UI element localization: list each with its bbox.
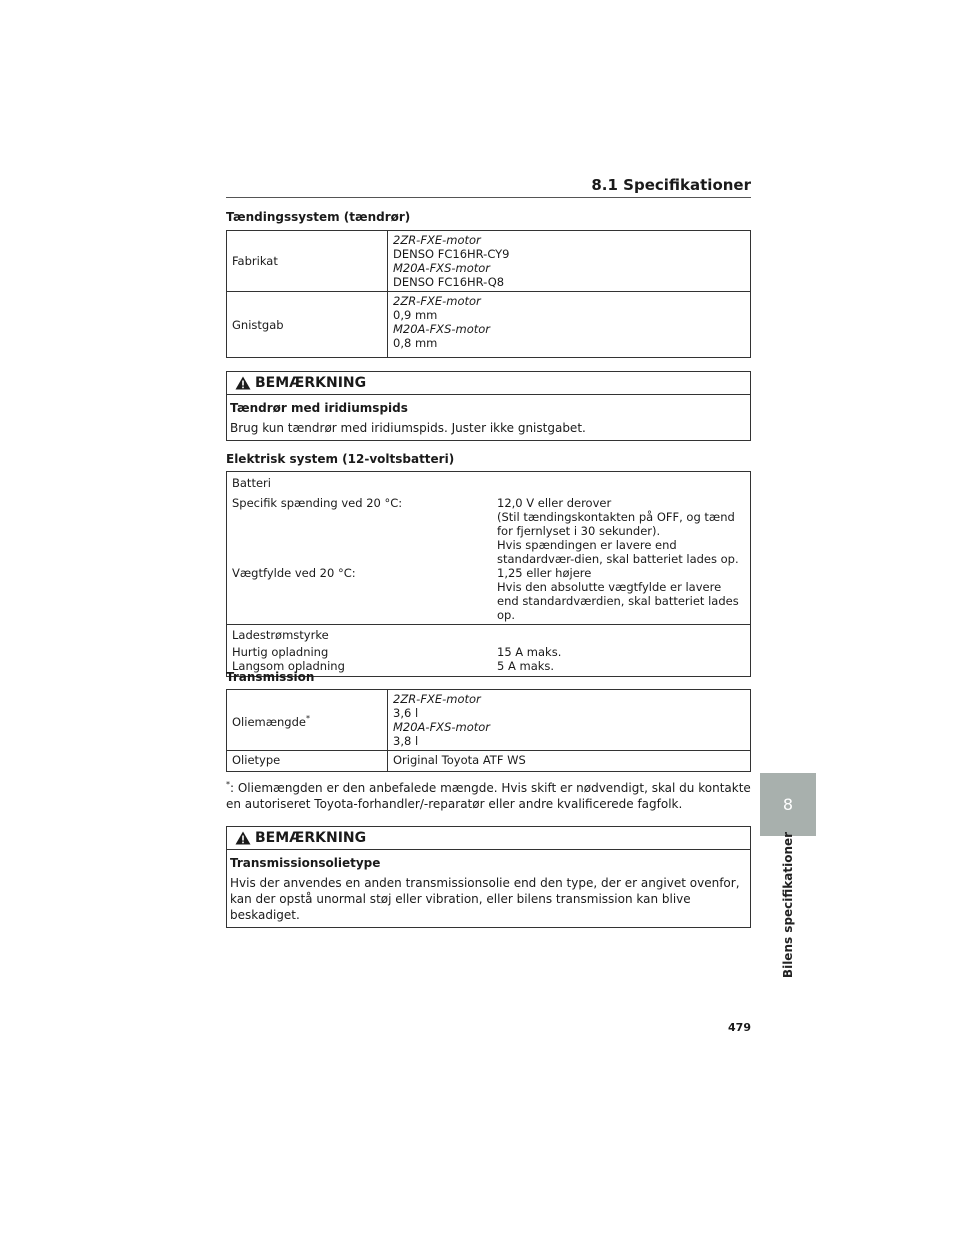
page-number: 479 <box>728 1021 751 1034</box>
value-line: M20A-FXS-motor <box>393 261 491 275</box>
notice-subtitle: Tændrør med iridiumspids <box>230 401 408 415</box>
transmission-table <box>226 689 751 772</box>
value-line: DENSO FC16HR-CY9 <box>393 247 510 261</box>
transmission-title: Transmission <box>226 670 315 684</box>
table-row <box>227 690 751 751</box>
value-line: 3,8 l <box>393 734 419 748</box>
voltage-label: Specifik spænding ved 20 °C: <box>232 496 403 510</box>
gravity-value: 1,25 eller højere <box>497 566 592 580</box>
notice-subtitle: Transmissionsolietype <box>230 856 381 870</box>
footnote-text: : Oliemængden er den anbefalede mængde. Hvis skift er nødvendigt, skal du kontakte en autoriseret Toyota-forhandler/-reparatør eller andre kvalificerede fagfolk. <box>226 781 751 811</box>
notice-header <box>227 827 750 850</box>
spec-label: Olietype <box>227 751 388 772</box>
footnote-mark: * <box>226 780 230 789</box>
slow-value: 5 A maks. <box>497 659 555 673</box>
table-row <box>227 472 751 625</box>
warning-icon <box>235 376 251 390</box>
gravity-note: Hvis den absolutte vægtfylde er lavere end standardværdien, skal batteriet lades op. <box>497 580 739 622</box>
notice-box <box>226 371 751 441</box>
voltage-value: 12,0 V eller derover <box>497 496 612 510</box>
spec-value <box>388 690 751 751</box>
ignition-title: Tændingssystem (tændrør) <box>226 210 411 224</box>
ignition-table <box>226 230 751 358</box>
spec-label: Fabrikat <box>227 231 388 292</box>
gravity-label: Vægtfylde ved 20 °C: <box>232 566 356 580</box>
value-line: 2ZR-FXE-motor <box>393 294 481 308</box>
value-line: 0,8 mm <box>393 336 438 350</box>
notice-header <box>227 372 750 395</box>
voltage-note: (Stil tændingskontakten på OFF, og tænd for fjernlyset i 30 sekunder). <box>497 510 735 538</box>
spec-label: Gnistgab <box>227 292 388 358</box>
slow-label: Langsom opladning <box>232 659 345 673</box>
electrical-table <box>226 471 751 677</box>
footnote <box>226 777 751 812</box>
value-line: 3,6 l <box>393 706 419 720</box>
table-row <box>227 231 751 292</box>
value-line: M20A-FXS-motor <box>393 322 491 336</box>
value-line: DENSO FC16HR-Q8 <box>393 275 505 289</box>
fast-label: Hurtig opladning <box>232 645 329 659</box>
spec-label <box>227 690 388 751</box>
fast-value: 15 A maks. <box>497 645 562 659</box>
warning-icon <box>235 831 251 845</box>
table-row <box>227 292 751 358</box>
spec-value <box>388 231 751 292</box>
battery-values <box>492 472 751 625</box>
voltage-note: Hvis spændingen er lavere end standardvær-dien, skal batteriet lades op. <box>497 538 739 566</box>
section-header: 8.1 Specifikationer <box>226 176 751 198</box>
value-line: M20A-FXS-motor <box>393 720 491 734</box>
spec-value: Original Toyota ATF WS <box>388 751 751 772</box>
electrical-title: Elektrisk system (12-voltsbatteri) <box>226 452 455 466</box>
battery-labels <box>227 472 493 625</box>
value-line: 0,9 mm <box>393 308 438 322</box>
chapter-title: Bilens specifikationer <box>781 831 795 979</box>
table-row <box>227 751 751 772</box>
battery-heading: Batteri <box>232 476 271 490</box>
charge-heading: Ladestrømstyrke <box>232 628 329 642</box>
charge-labels <box>227 625 493 677</box>
notice-text: Hvis der anvendes en anden transmissionsolie end den type, der er angivet ovenfor, kan der opstå unormal støj eller vibration, eller bilens transmission kan blive beskadiget. <box>230 876 740 922</box>
charge-values <box>492 625 751 677</box>
footnote-mark: * <box>305 713 310 723</box>
oil-amount-label: Oliemængde <box>232 714 306 729</box>
notice-box <box>226 826 751 928</box>
notice-text: Brug kun tændrør med iridiumspids. Juster ikke gnistgabet. <box>230 421 586 435</box>
chapter-tab[interactable]: 8 <box>760 773 816 836</box>
spec-value <box>388 292 751 358</box>
value-line: 2ZR-FXE-motor <box>393 233 481 247</box>
notice-title: BEMÆRKNING <box>255 830 367 846</box>
notice-title: BEMÆRKNING <box>255 375 367 391</box>
table-row <box>227 625 751 677</box>
value-line: 2ZR-FXE-motor <box>393 692 481 706</box>
